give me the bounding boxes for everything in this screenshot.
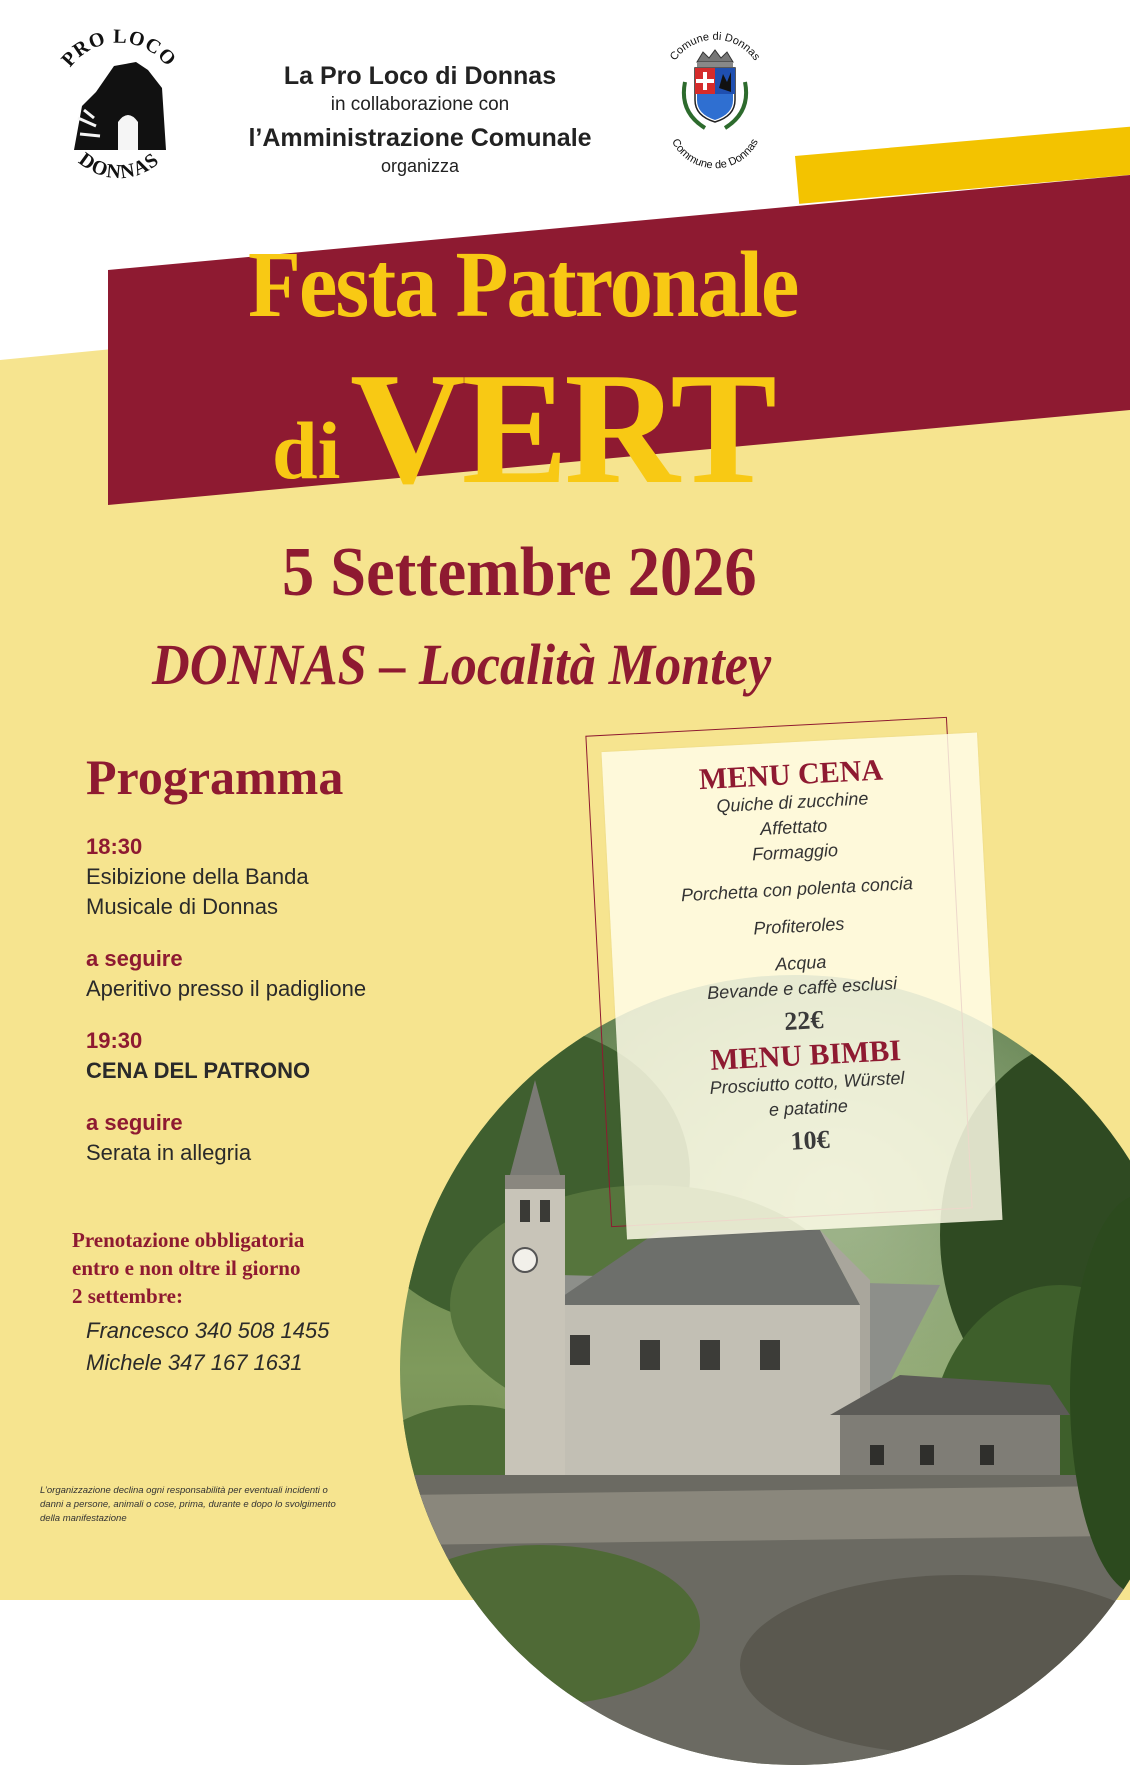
program-desc: Aperitivo presso il padiglione	[86, 976, 367, 1001]
booking-line: entro e non oltre il giorno	[72, 1256, 301, 1280]
organizes-text: organizza	[380, 156, 460, 176]
organizer-name: La Pro Loco di Donnas	[283, 62, 557, 90]
program-item	[86, 1108, 506, 1168]
event-date: 5 Settembre 2026	[282, 534, 757, 611]
comune-coat-of-arms	[655, 22, 775, 192]
svg-text:PRO LOCO	[57, 26, 181, 71]
program-time: 18:30	[86, 834, 143, 859]
menu-cena-item: Affettato	[759, 815, 828, 839]
program-title: Programma	[86, 749, 344, 805]
booking-line: Prenotazione obbligatoria	[72, 1228, 305, 1252]
menu-dessert: Profiteroles	[752, 913, 845, 939]
menu-card	[601, 732, 1002, 1239]
svg-text:Commune de Donnas	[669, 137, 761, 172]
menu-bimbi-item: Prosciutto cotto, Würstel	[709, 1067, 905, 1098]
title-di: di	[272, 405, 341, 496]
program-list	[86, 832, 506, 1190]
program-time: a seguire	[86, 1110, 183, 1135]
program-desc: Serata in allegria	[86, 1140, 252, 1165]
collaboration-text: in collaborazione con	[330, 94, 510, 115]
menu-bimbi-title: MENU BIMBI	[709, 1033, 902, 1077]
menu-cena-price: 22€	[783, 1004, 825, 1036]
administration-name: l’Amministrazione Comunale	[248, 124, 592, 152]
program-time: 19:30	[86, 1028, 143, 1053]
contact-phone: Francesco 340 508 1455	[86, 1318, 330, 1343]
logo-top-text: PRO LOCO	[57, 25, 181, 72]
title-vert: VERT	[350, 339, 773, 517]
event-place: DONNAS – Località Montey	[152, 632, 772, 697]
program-time: a seguire	[86, 946, 183, 971]
menu-cena-item: Quiche di zucchine	[715, 788, 869, 817]
program-item	[86, 944, 506, 1004]
booking-line: 2 settembre:	[72, 1284, 183, 1308]
booking-notice	[72, 1226, 412, 1310]
contact-phone: Michele 347 167 1631	[86, 1350, 303, 1375]
booking-contacts	[86, 1315, 329, 1379]
menu-bimbi-item: e patatine	[768, 1095, 849, 1120]
title-festa-patronale: Festa Patronale	[248, 233, 798, 337]
program-item	[86, 832, 506, 922]
menu-main-course: Porchetta con polenta concia	[680, 873, 914, 906]
pro-loco-logo	[44, 22, 194, 202]
program-desc: Musicale di Donnas	[86, 894, 278, 919]
comune-top-text: Comune di Donnas	[667, 30, 763, 63]
menu-cena-item: Formaggio	[751, 839, 839, 865]
menu-drink-note: Bevande e caffè esclusi	[706, 973, 898, 1003]
menu-drink: Acqua	[774, 951, 827, 975]
program-desc: Esibizione della Banda	[86, 864, 309, 889]
disclaimer-text: L’organizzazione declina ogni responsabilità per eventuali incidenti o danni a persone, animali o cose, prima, durante e dopo lo svolgimento della manifestazione	[40, 1485, 336, 1524]
program-item	[86, 1026, 506, 1086]
menu-cena-title: MENU CENA	[698, 753, 884, 797]
program-desc: CENA DEL PATRONO	[86, 1058, 311, 1083]
menu-bimbi-price: 10€	[789, 1124, 831, 1156]
svg-text:DONNAS	[75, 148, 164, 183]
logo-bottom-text: DONNAS	[74, 148, 164, 184]
comune-bottom-text: Commune de Donnas	[669, 136, 761, 172]
